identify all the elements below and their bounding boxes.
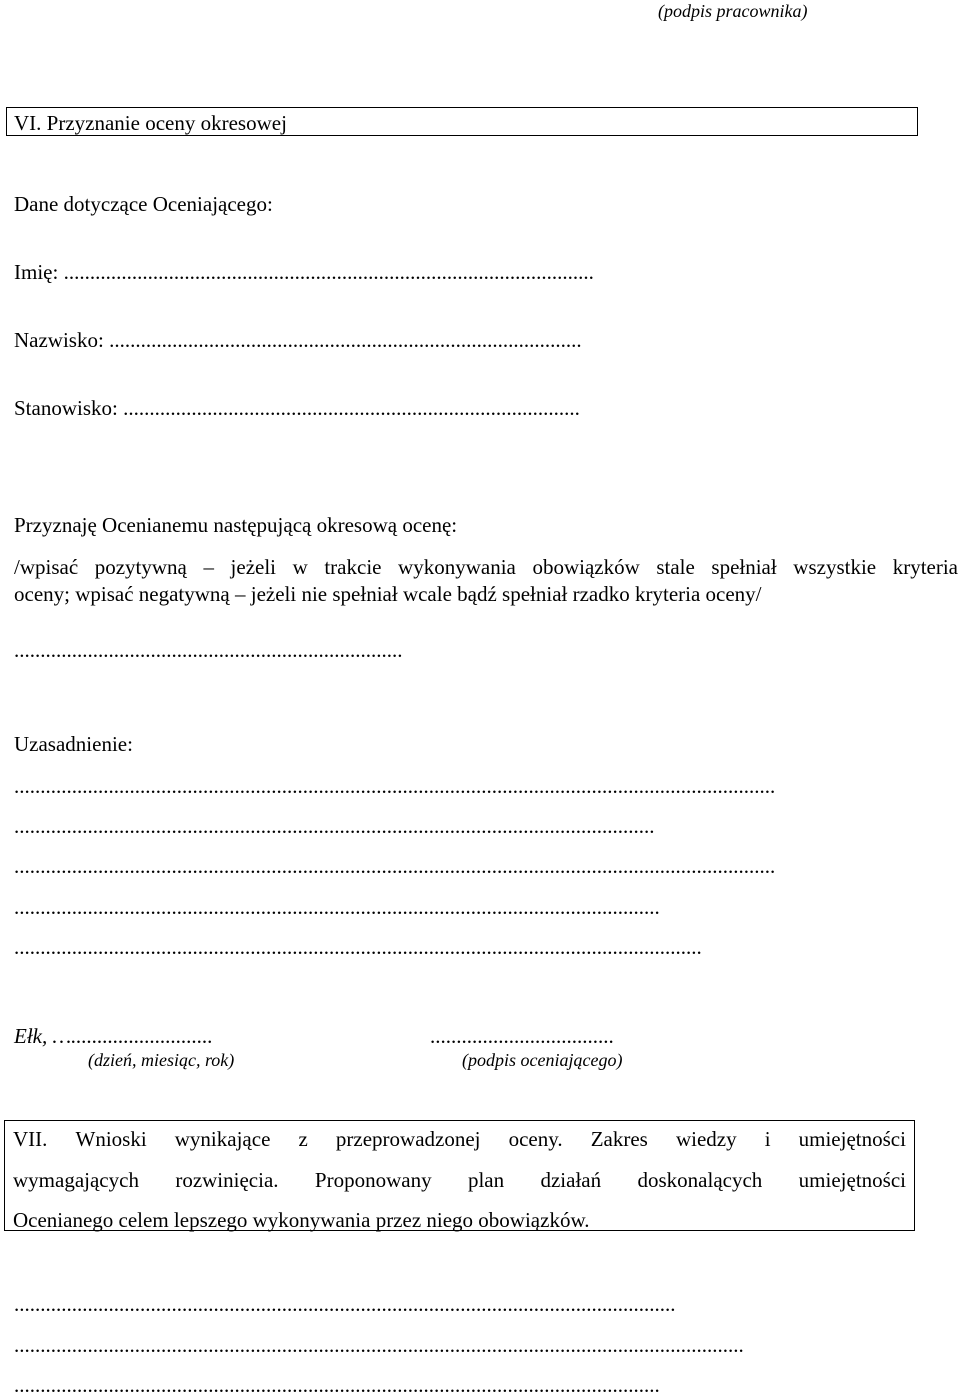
section-7-word: oceny.: [508, 1127, 563, 1151]
section-7-word: rozwinięcia.: [175, 1168, 279, 1192]
justification-line[interactable]: ..........................................................................................................................: [14, 814, 655, 838]
section-7-word: doskonalących: [637, 1168, 763, 1192]
justification-line[interactable]: .................................................................................................................................................: [14, 774, 776, 798]
section-6-title: VI. Przyznanie oceny okresowej: [14, 111, 287, 135]
section-7-word: Proponowany: [314, 1168, 432, 1192]
justification-line[interactable]: ...........................................................................................................................: [14, 895, 660, 919]
section-7-word: i: [764, 1127, 771, 1151]
section-7-line-3: Ocenianego celem lepszego wykonywania przez niego obowiązków.: [13, 1208, 590, 1232]
section-7-word: Zakres: [590, 1127, 648, 1151]
assessor-position-field[interactable]: Stanowisko: .......................................................................................: [14, 396, 580, 420]
instruction-word: /wpisać: [14, 555, 79, 579]
section-7-word: VII.: [13, 1127, 48, 1151]
instruction-word: jeżeli: [230, 555, 277, 579]
instruction-word: pozytywną: [94, 555, 187, 579]
conclusions-line[interactable]: ...........................................................................................................................................: [14, 1333, 744, 1357]
instruction-word: trakcie: [324, 555, 382, 579]
section-7-word: wymagających: [13, 1168, 139, 1192]
assessor-signature-field[interactable]: ...................................: [430, 1024, 614, 1048]
section-7-line-2: [13, 1170, 906, 1191]
instruction-word: kryteria: [892, 555, 958, 579]
instruction-word: spełniał: [711, 555, 777, 579]
section-7-word: przeprowadzonej: [335, 1127, 481, 1151]
rating-field[interactable]: ..........................................................................: [14, 638, 403, 662]
section-7-word: działań: [540, 1168, 602, 1192]
section-7-word: wynikające: [174, 1127, 271, 1151]
assessor-signature-caption: (podpis oceniającego): [462, 1050, 623, 1070]
conclusions-line[interactable]: ...........................................................................................................................: [14, 1373, 660, 1397]
section-7-word: umiejętności: [798, 1127, 906, 1151]
section-7-word: z: [298, 1127, 308, 1151]
instruction-word: –: [203, 555, 214, 579]
section-7-word: plan: [467, 1168, 505, 1192]
place-date-field[interactable]: Ełk, …...........................: [14, 1024, 213, 1048]
instruction-word: stale: [656, 555, 695, 579]
instruction-line-1: [14, 557, 958, 578]
section-7-word: wiedzy: [675, 1127, 737, 1151]
conclusions-line[interactable]: ..............................................................................................................................: [14, 1292, 676, 1316]
instruction-line-2: oceny; wpisać negatywną – jeżeli nie spełniał wcale bądź spełniał rzadko kryteria oceny/: [14, 582, 762, 606]
justification-line[interactable]: ...................................................................................................................................: [14, 935, 702, 959]
grant-rating-text: Przyznaję Ocenianemu następującą okresową ocenę:: [14, 513, 458, 537]
instruction-word: wszystkie: [793, 555, 877, 579]
section-6-header-box: [6, 107, 918, 136]
assessor-surname-field[interactable]: Nazwisko: ..........................................................................................: [14, 328, 582, 352]
assessor-data-heading: Dane dotyczące Oceniającego:: [14, 192, 273, 216]
section-7-word: Wnioski: [75, 1127, 147, 1151]
justification-line[interactable]: .................................................................................................................................................: [14, 854, 776, 878]
section-7-line-1: [13, 1129, 906, 1150]
justification-label: Uzasadnienie:: [14, 732, 133, 756]
instruction-word: w: [292, 555, 308, 579]
employee-signature-caption: (podpis pracownika): [658, 1, 808, 21]
instruction-word: wykonywania: [398, 555, 516, 579]
date-caption: (dzień, miesiąc, rok): [88, 1050, 235, 1070]
section-7-word: umiejętności: [798, 1168, 906, 1192]
section-7-box: [4, 1120, 915, 1231]
assessor-name-field[interactable]: Imię: .....................................................................................................: [14, 260, 594, 284]
instruction-word: obowiązków: [532, 555, 640, 579]
